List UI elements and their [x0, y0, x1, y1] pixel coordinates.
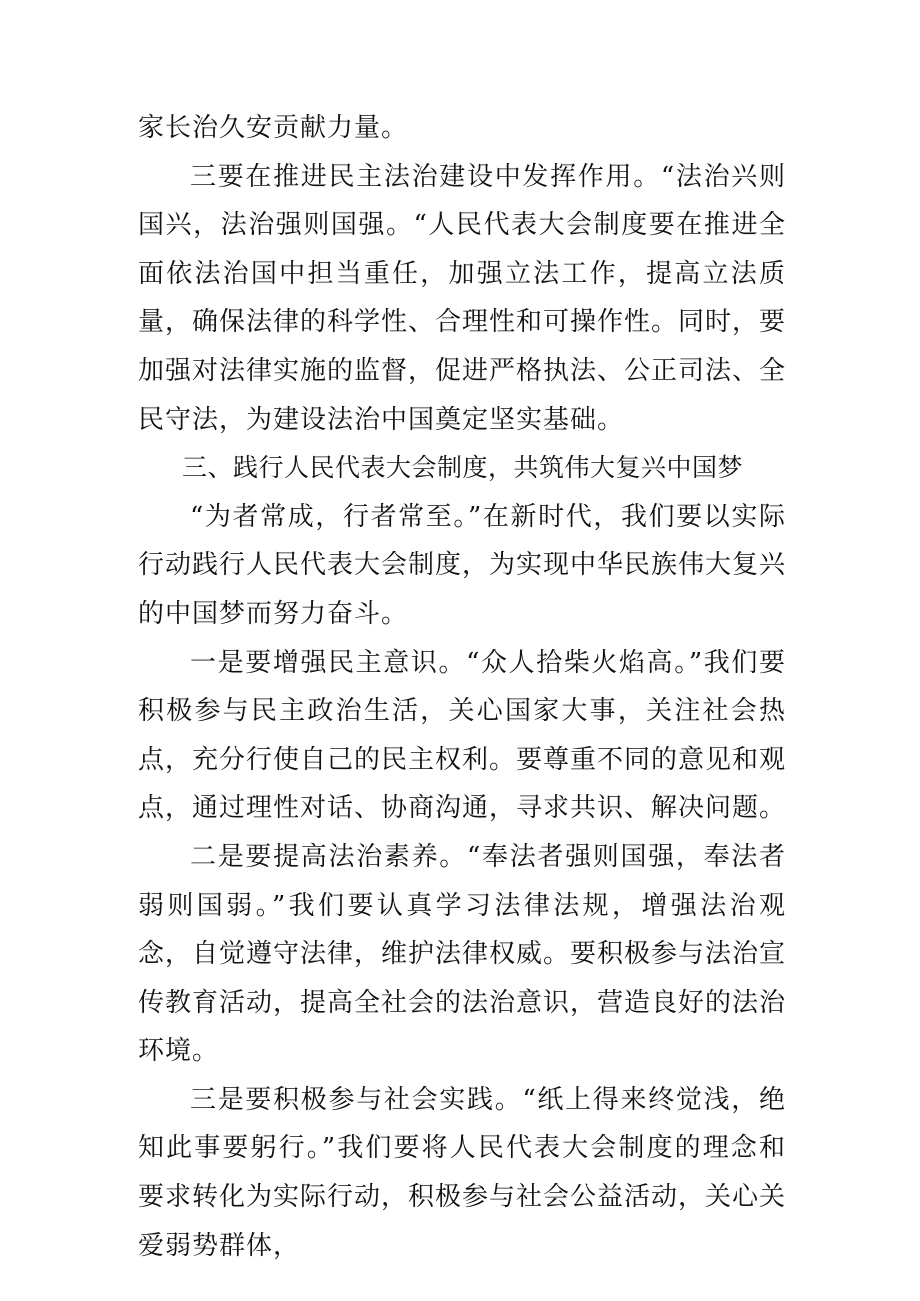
- paragraph-section-intro: “为者常成，行者常至。”在新时代，我们要以实际行动践行人民代表大会制度，为实现中华民族伟大复兴的中国梦而努力奋斗。: [138, 501, 787, 629]
- paragraph-continuation: 家长治久安贡献力量。: [138, 113, 409, 143]
- paragraph-rule-of-law: 三要在推进民主法治建设中发挥作用。“法治兴则国兴，法治强则国强。“人民代表大会制度要在推进全面依法治国中担当重任，加强立法工作，提高立法质量，确保法律的科学性、合理性和可操作性。同时，要加强对法律实施的监督，促进严格执法、公正司法、全民守法，为建设法治中国奠定坚实基础。: [138, 161, 787, 435]
- paragraph-democracy-awareness: 一是要增强民主意识。“众人拾柴火焰高。”我们要积极参与民主政治生活，关心国家大事，关注社会热点，充分行使自己的民主权利。要尊重不同的意见和观点，通过理性对话、协商沟通，寻求共识、解决问题。: [138, 647, 787, 824]
- paragraph-social-practice: 三是要积极参与社会实践。“纸上得来终觉浅，绝知此事要躬行。”我们要将人民代表大会制度的理念和要求转化为实际行动，积极参与社会公益活动，关心关爱弱势群体，: [138, 1084, 787, 1261]
- paragraph-legal-literacy: 二是要提高法治素养。“奉法者强则国强，奉法者弱则国弱。”我们要认真学习法律法规，增强法治观念，自觉遵守法律，维护法律权威。要积极参与法治宣传教育活动，提高全社会的法治意识，营造良好的法治环境。: [138, 841, 787, 1067]
- document-body: [138, 104, 786, 1270]
- section-heading: 三、践行人民代表大会制度，共筑伟大复兴中国梦: [182, 453, 744, 483]
